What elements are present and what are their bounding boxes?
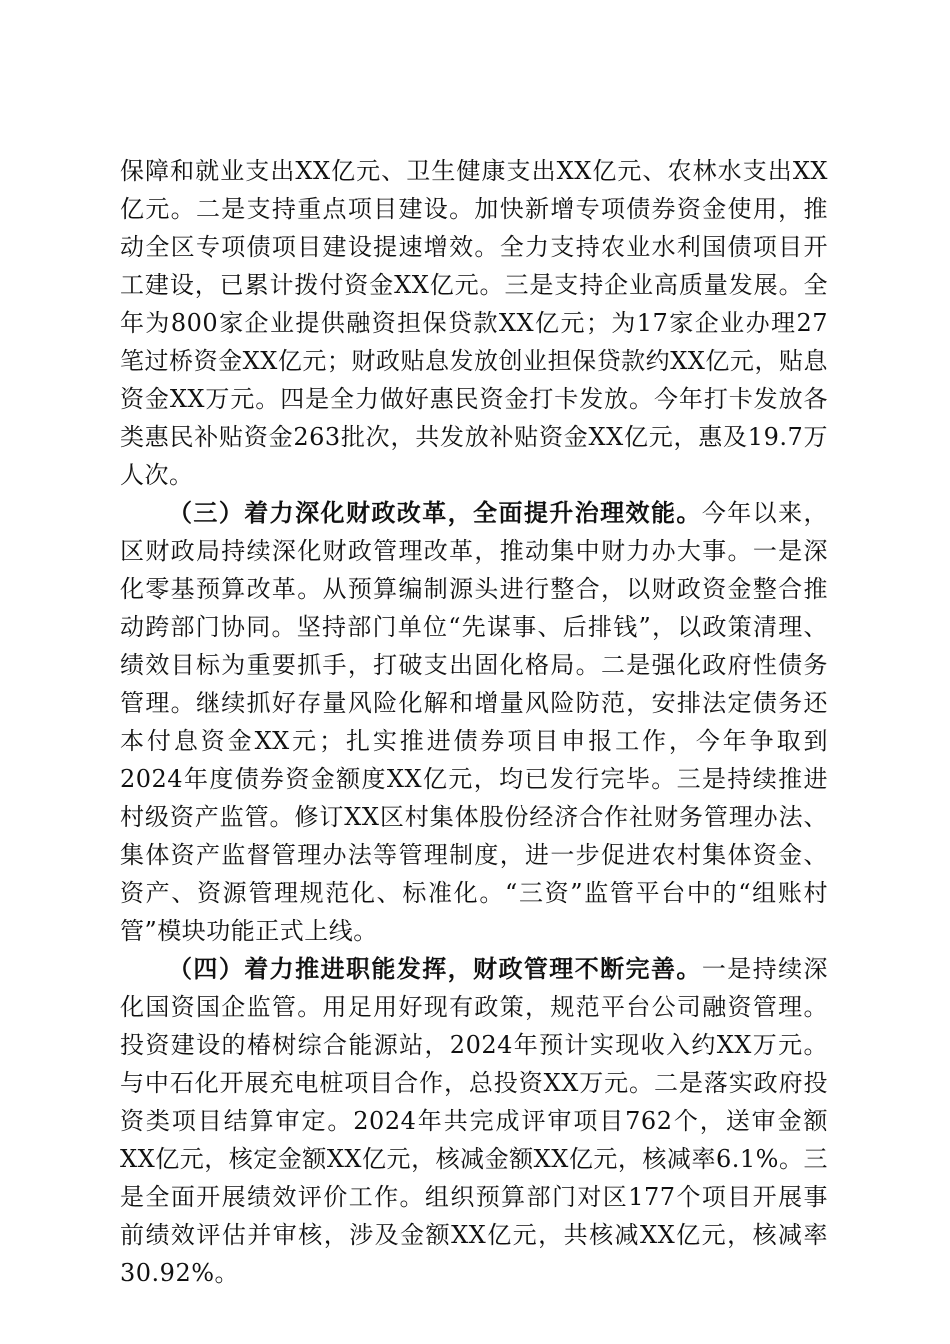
paragraph-section-4 xyxy=(120,950,828,1292)
paragraph-text: 一是持续深化国资国企监管。用足用好现有政策，规范平台公司融资管理。投资建设的椿树综合能源站，2024年预计实现收入约XX万元。与中石化开展充电桩项目合作，总投资XX万元。二是落实政府投资类项目结算审定。2024年共完成评审项目762个，送审金额XX亿元，核定金额XX亿元，核减金额XX亿元，核减率6.1%。三是全面开展绩效评价工作。组织预算部门对区177个项目开展事前绩效评估并审核，涉及金额XX亿元，共核减XX亿元，核减率30.92%。 xyxy=(120,955,829,1287)
paragraph-text: 今年以来，区财政局持续深化财政管理改革，推动集中财力办大事。一是深化零基预算改革。从预算编制源头进行整合，以财政资金整合推动跨部门协同。坚持部门单位“先谋事、后排钱”，以政策清理、绩效目标为重要抓手，打破支出固化格局。二是强化政府性债务管理。继续抓好存量风险化解和增量风险防范，安排法定债务还本付息资金XX元；扎实推进债券项目申报工作，今年争取到2024年度债券资金额度XX亿元，均已发行完毕。三是持续推进村级资产监管。修订XX区村集体股份经济合作社财务管理办法、集体资产监督管理办法等管理制度，进一步促进农村集体资金、资产、资源管理规范化、标准化。“三资”监管平台中的“组账村管”模块功能正式上线。 xyxy=(120,499,829,945)
section-heading: （四）着力推进职能发挥，财政管理不断完善。 xyxy=(168,954,702,983)
document-body xyxy=(120,152,828,1292)
paragraph-text: 保障和就业支出XX亿元、卫生健康支出XX亿元、农林水支出XX亿元。二是支持重点项目建设。加快新增专项债券资金使用，推动全区专项债项目建设提速增效。全力支持农业水利国债项目开工建设，已累计拨付资金XX亿元。三是支持企业高质量发展。全年为800家企业提供融资担保贷款XX亿元；为17家企业办理27笔过桥资金XX亿元；财政贴息发放创业担保贷款约XX亿元，贴息资金XX万元。四是全力做好惠民资金打卡发放。今年打卡发放各类惠民补贴资金263批次，共发放补贴资金XX亿元，惠及19.7万人次。 xyxy=(120,157,828,489)
paragraph-continuation xyxy=(120,152,828,494)
section-heading: （三）着力深化财政改革，全面提升治理效能。 xyxy=(168,498,702,527)
paragraph-section-3 xyxy=(120,494,828,950)
